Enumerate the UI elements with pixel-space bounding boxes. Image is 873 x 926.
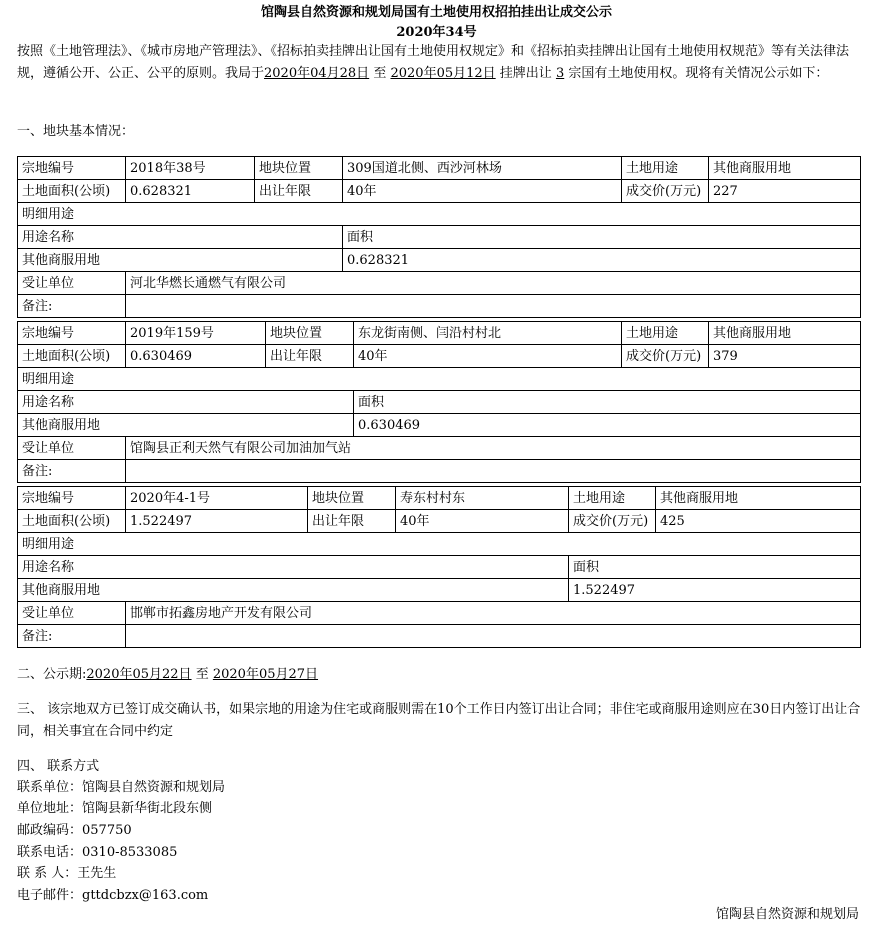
table-row (18, 460, 861, 483)
use-area-label: 面积 (354, 391, 861, 414)
use-area-label: 面积 (343, 226, 861, 249)
contact-person: 联 系 人：王先生 (17, 866, 117, 881)
publicity-period (17, 664, 318, 685)
parcel-table-2 (17, 321, 861, 483)
notice-title: 馆陶县自然资源和规划局国有土地使用权招拍挂出让成交公示 (260, 5, 612, 20)
remark-label: 备注: (18, 625, 126, 648)
detail-usage-label: 明细用途 (18, 203, 861, 226)
section-1-heading: 一、地块基本情况： (17, 124, 135, 139)
parcel-term: 40年 (343, 180, 622, 203)
intro-text-2: 至 (373, 66, 387, 81)
parcel-no-label: 宗地编号 (18, 487, 126, 510)
parcel-price: 425 (656, 510, 861, 533)
parcel-term: 40年 (396, 510, 569, 533)
parcel-location: 寿东村村东 (396, 487, 569, 510)
parcel-buyer: 河北华燃长通燃气有限公司 (126, 272, 861, 295)
parcel-remark (126, 625, 861, 648)
parcel-table-1 (17, 156, 861, 318)
parcel-term: 40年 (354, 345, 622, 368)
table-row (18, 203, 861, 226)
parcel-usage: 其他商服用地 (709, 322, 861, 345)
parcel-usage: 其他商服用地 (656, 487, 861, 510)
parcel-no: 2020年4-1号 (126, 487, 308, 510)
parcel-area: 0.630469 (126, 345, 266, 368)
section-3-paragraph: 三、 该宗地双方已签订成交确认书，如果宗地的用途为住宅或商服则需在10个工作日内签订出让合同；非住宅或商服用途则应在30日内签订出让合同，相关事宜在合同中约定 (17, 702, 861, 739)
usage-label: 土地用途 (622, 157, 709, 180)
table-row (18, 487, 861, 510)
contact-phone: 联系电话：0310-8533085 (17, 845, 178, 860)
parcel-price: 227 (709, 180, 861, 203)
parcel-table-3 (17, 486, 861, 648)
table-row (18, 556, 861, 579)
table-row (18, 437, 861, 460)
table-row (18, 295, 861, 318)
location-label: 地块位置 (255, 157, 343, 180)
detail-use-name: 其他商服用地 (18, 579, 569, 602)
contact-address: 单位地址：馆陶县新华街北段东侧 (17, 801, 213, 816)
listing-start-date: 2020年04月28日 (264, 66, 370, 81)
use-name-label: 用途名称 (18, 556, 569, 579)
buyer-label: 受让单位 (18, 437, 126, 460)
table-row (18, 249, 861, 272)
parcel-remark (126, 295, 861, 318)
detail-usage-label: 明细用途 (18, 368, 861, 391)
table-row (18, 272, 861, 295)
parcel-area: 0.628321 (126, 180, 255, 203)
parcel-no-label: 宗地编号 (18, 322, 126, 345)
table-row (18, 368, 861, 391)
usage-label: 土地用途 (622, 322, 709, 345)
location-label: 地块位置 (266, 322, 354, 345)
parcel-no: 2018年38号 (126, 157, 255, 180)
use-name-label: 用途名称 (18, 391, 354, 414)
contact-postcode: 邮政编码：057750 (17, 823, 132, 838)
parcel-location: 309国道北侧、西沙河林场 (343, 157, 622, 180)
parcel-usage: 其他商服用地 (709, 157, 861, 180)
parcel-no: 2019年159号 (126, 322, 266, 345)
listing-end-date: 2020年05月12日 (390, 66, 496, 81)
table-row (18, 345, 861, 368)
signature: 馆陶县自然资源和规划局 (715, 907, 859, 922)
detail-use-area: 1.522497 (569, 579, 861, 602)
publicity-start-date: 2020年05月22日 (86, 667, 192, 682)
detail-usage-label: 明细用途 (18, 533, 861, 556)
detail-use-name: 其他商服用地 (18, 249, 343, 272)
table-row (18, 510, 861, 533)
parcel-location: 东龙街南侧、闫沿村村北 (354, 322, 622, 345)
table-row (18, 157, 861, 180)
parcel-buyer: 邯郸市拓鑫房地产开发有限公司 (126, 602, 861, 625)
table-row (18, 414, 861, 437)
buyer-label: 受让单位 (18, 272, 126, 295)
contact-email: 电子邮件：gttdcbzx@163.com (17, 888, 209, 903)
price-label: 成交价(万元) (622, 180, 709, 203)
table-row (18, 391, 861, 414)
area-label: 土地面积(公顷) (18, 345, 126, 368)
notice-number: 2020年34号 (396, 25, 477, 40)
use-name-label: 用途名称 (18, 226, 343, 249)
intro-text-4: 宗国有土地使用权。现将有关情况公示如下： (568, 66, 829, 81)
intro-paragraph (17, 41, 862, 85)
buyer-label: 受让单位 (18, 602, 126, 625)
area-label: 土地面积(公顷) (18, 180, 126, 203)
parcel-count: 3 (555, 66, 565, 81)
term-label: 出让年限 (266, 345, 354, 368)
intro-text-3: 挂牌出让 (499, 66, 552, 81)
location-label: 地块位置 (308, 487, 396, 510)
parcel-no-label: 宗地编号 (18, 157, 126, 180)
table-row (18, 226, 861, 249)
table-row (18, 322, 861, 345)
publicity-separator: 至 (195, 667, 209, 682)
detail-use-area: 0.630469 (354, 414, 861, 437)
area-label: 土地面积(公顷) (18, 510, 126, 533)
usage-label: 土地用途 (569, 487, 656, 510)
use-area-label: 面积 (569, 556, 861, 579)
contact-heading: 四、 联系方式 (17, 759, 100, 774)
remark-label: 备注: (18, 460, 126, 483)
term-label: 出让年限 (308, 510, 396, 533)
detail-use-area: 0.628321 (343, 249, 861, 272)
term-label: 出让年限 (255, 180, 343, 203)
price-label: 成交价(万元) (622, 345, 709, 368)
publicity-label: 二、公示期: (17, 667, 87, 682)
table-row (18, 180, 861, 203)
parcel-price: 379 (709, 345, 861, 368)
table-row (18, 625, 861, 648)
detail-use-name: 其他商服用地 (18, 414, 354, 437)
contact-unit: 联系单位：馆陶县自然资源和规划局 (17, 780, 226, 795)
table-row (18, 579, 861, 602)
intro-text-1: 按照《土地管理法》、《城市房地产管理法》、《招标拍卖挂牌出让国有土地使用权规定》和《招标拍卖挂牌出让国有土地使用权规范》等有关法律法规，遵循公开、公正、公平的原则。我局于 (17, 44, 850, 81)
parcel-remark (126, 460, 861, 483)
price-label: 成交价(万元) (569, 510, 656, 533)
publicity-end-date: 2020年05月27日 (212, 667, 319, 682)
parcel-buyer: 馆陶县正利天然气有限公司加油加气站 (126, 437, 861, 460)
table-row (18, 602, 861, 625)
table-row (18, 533, 861, 556)
parcel-area: 1.522497 (126, 510, 308, 533)
remark-label: 备注: (18, 295, 126, 318)
